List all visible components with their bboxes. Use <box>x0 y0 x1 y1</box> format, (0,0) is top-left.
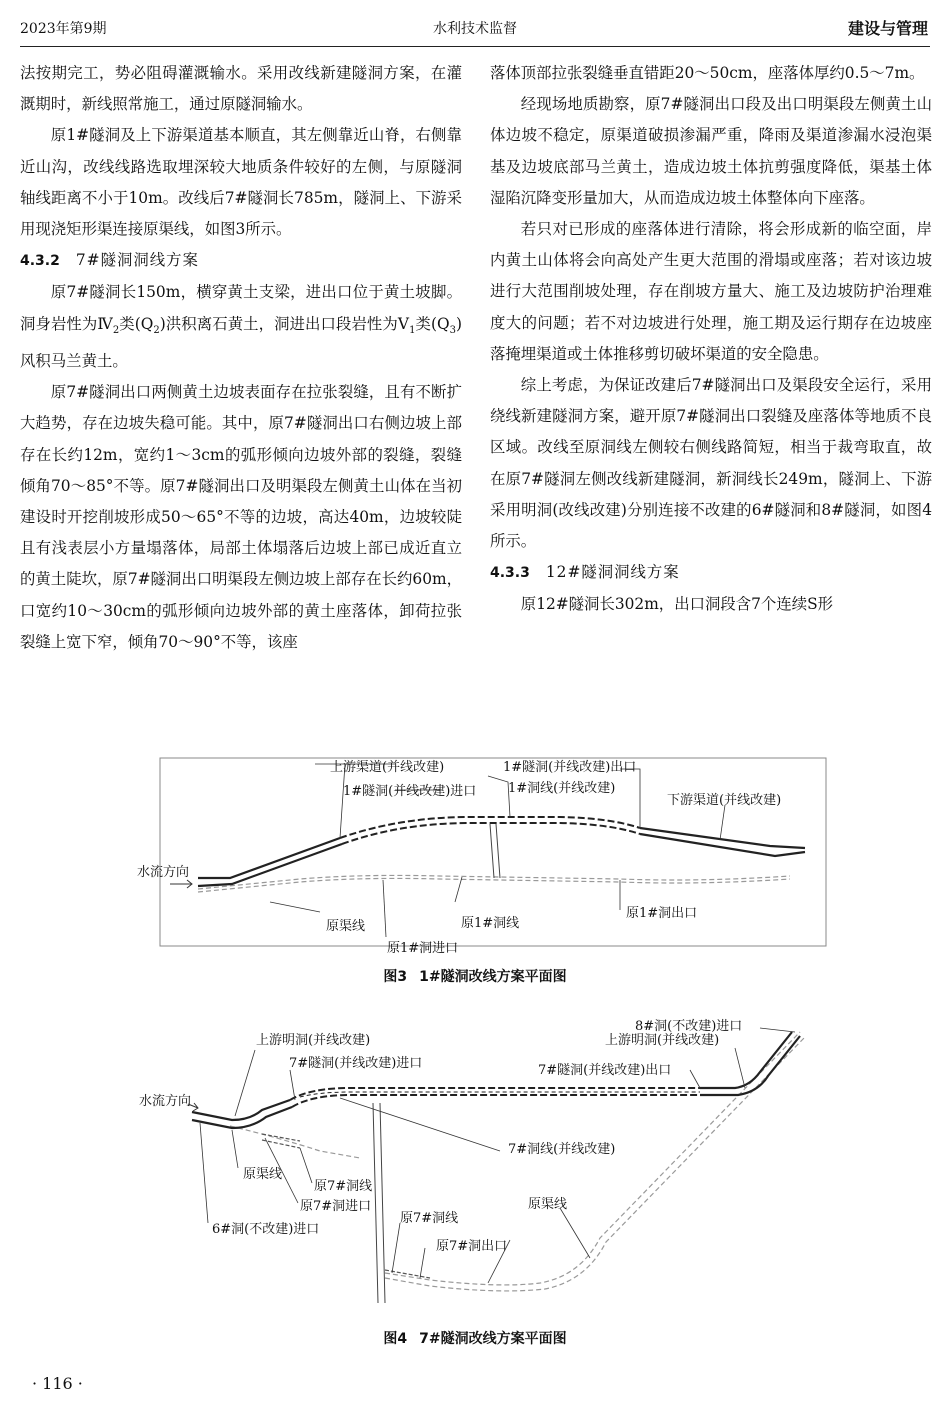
paragraph: 经现场地质勘察，原7#隧洞出口段及出口明渠段左侧黄土山体边坡不稳定，原渠道破损渗漏严重，降雨及渠道渗漏水浸泡渠基及边坡底部马兰黄土，造成边坡土体抗剪强度降低，渠基土体湿陷沉降变形量加大，从而造成边坡土体整体向下座落。 <box>490 95 932 207</box>
left-column <box>20 58 462 658</box>
paragraph: 若只对已形成的座落体进行清除，将会形成新的临空面，岸内黄土山体将会向高处产生更大范围的滑塌或座落；若对该边坡进行大范围削坡处理，存在削坡方量大、施工及边坡防护治理难度大的问题；若不对边坡进行处理，施工期及运行期存在边坡座落掩埋渠道或土体推移剪切破坏渠道的安全隐患。 <box>490 220 932 363</box>
section-title: 建设与管理 <box>847 19 928 38</box>
flow-arrow-icon <box>170 880 192 888</box>
paragraph: 原7#隧洞长150m，横穿黄土支梁，进出口位于黄土坡脚。洞身岩性为$Ⅳ_2$类$(Q_2)$洪积离石黄土，洞进出口段岩性为$Ⅴ_1$类$(Q_3)$风积马兰黄土。 <box>20 283 462 370</box>
label-original-tunnel1-line: 原1#洞线 <box>461 916 520 931</box>
figure-3-caption: 图3 1#隧洞改线方案平面图 <box>383 969 567 985</box>
label-tunnel7-line: 7#洞线(并线改建) <box>508 1142 616 1157</box>
original-channel-left-line <box>230 1126 360 1158</box>
journal-title: 水利技术监督 <box>433 21 517 37</box>
figure-3-diagram <box>0 752 950 962</box>
label-original-channel: 原渠线 <box>326 919 366 934</box>
label-tunnel7-entrance: 7#隧洞(并线改建)进口 <box>289 1056 423 1071</box>
header-rule <box>20 46 930 47</box>
label-original-tunnel1-entrance: 原1#洞进口 <box>387 941 459 956</box>
paragraph: 原7#隧洞出口两侧黄土边坡表面存在拉张裂缝，且有不断扩大趋势，存在边坡失稳可能。其中，原7#隧洞出口右侧边坡上部存在长约12m，宽约1～3cm的弧形倾向边坡外部的裂缝，裂缝倾角70～85°不等。原7#隧洞出口及明渠段左侧黄土山体在当初建设时开挖削坡形成50～65°不等的边坡，高达40m，边坡较陡且有浅表层小方量塌落体，局部土体塌落后边坡上部已成近直立的黄土陡坎，原7#隧洞出口明渠段左侧边坡上部存在长约60m，口宽约10～30cm的弧形倾向边坡外部的黄土座落体，卸荷拉张裂缝上宽下窄，倾角70～90°不等，该座 <box>20 383 462 651</box>
label-original-tunnel7-entrance: 原7#洞进口 <box>300 1199 372 1214</box>
label-tunnel7-exit: 7#隧洞(并线改建)出口 <box>538 1063 672 1078</box>
paragraph: 原1#隧洞及上下游渠道基本顺直，其左侧靠近山脊，右侧靠近山沟，改线线路选取埋深较大地质条件较好的左侧，与原隧洞轴线距离不小于10m。改线后7#隧洞长785m，隧洞上、下游采用现浇矩形渠连接原渠线，如图3所示。 <box>20 126 462 239</box>
label-upstream-open-tunnel-right: 上游明洞(并线改建) <box>605 1033 720 1048</box>
label-original-tunnel7-exit: 原7#洞出口 <box>436 1239 508 1254</box>
paragraph: 综上考虑，为保证改建后7#隧洞出口及渠段安全运行，采用绕线新建隧洞方案，避开原7#隧洞出口裂缝及座落体等地质不良区域。改线至原洞线左侧较右侧线路简短，相当于裁弯取直，故在原7#隧洞左侧改线新建隧洞，新洞线长249m，隧洞上、下游采用明洞(改线改建)分别连接不改建的6#隧洞和8#隧洞，如图4所示。 <box>490 376 932 551</box>
figure-4-diagram <box>0 1008 950 1308</box>
label-flow-direction: 水流方向 <box>137 865 190 880</box>
paragraph: 落体顶部拉张裂缝垂直错距20～50cm，座落体厚约0.5～7m。 <box>490 64 925 82</box>
label-tunnel6-entrance: 6#洞(不改建)进口 <box>212 1222 320 1237</box>
label-original-channel-left: 原渠线 <box>243 1167 283 1182</box>
label-tunnel1-exit: 1#隧洞(并线改建)出口 <box>503 760 637 775</box>
label-original-tunnel7-line-b: 原7#洞线 <box>400 1211 459 1226</box>
label-flow-direction: 水流方向 <box>139 1094 192 1109</box>
paragraph: 法按期完工，势必阻碍灌溉输水。采用改线新建隧洞方案，在灌溉期时，新线照常施工，通过原隧洞输水。 <box>20 64 462 114</box>
page-number: · 116 · <box>32 1374 83 1393</box>
section-heading-4-3-3: 4.3.3 12#隧洞洞线方案 <box>490 563 680 582</box>
journal-issue: 2023年第9期 <box>20 21 107 37</box>
label-upstream-open-tunnel-left: 上游明洞(并线改建) <box>256 1033 371 1048</box>
upstream-open-tunnel-left-line <box>192 1100 290 1120</box>
figure-4-caption: 图4 7#隧洞改线方案平面图 <box>383 1331 567 1347</box>
label-original-channel-right: 原渠线 <box>528 1197 568 1212</box>
upstream-channel-line <box>198 838 340 878</box>
right-column <box>490 58 932 621</box>
label-original-tunnel7-line-a: 原7#洞线 <box>314 1179 373 1194</box>
label-tunnel1-entrance: 1#隧洞(并线改建)进口 <box>343 784 477 799</box>
label-downstream-channel: 下游渠道(并线改建) <box>667 793 782 808</box>
label-upstream-channel: 上游渠道(并线改建) <box>330 760 445 775</box>
label-tunnel8-entrance: 8#洞(不改建)进口 <box>635 1019 743 1034</box>
label-original-tunnel1-exit: 原1#洞出口 <box>626 906 698 921</box>
label-tunnel1-line: 1#洞线(并线改建) <box>508 781 616 796</box>
section-heading-4-3-2: 4.3.2 7#隧洞洞线方案 <box>20 251 199 270</box>
paragraph: 原12#隧洞长302m，出口洞段含7个连续S形 <box>520 595 834 614</box>
